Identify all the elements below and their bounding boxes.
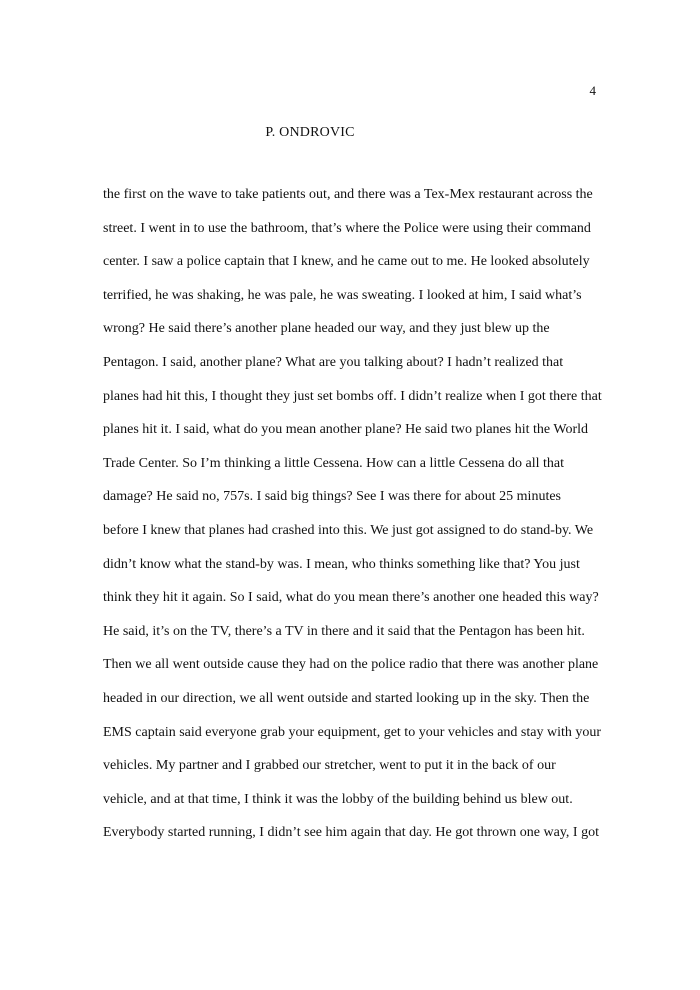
text-line: center. I saw a police captain that I knew, and he came out to me. He looked absolutely — [103, 254, 590, 270]
text-line: Trade Center. So I’m thinking a little Cessena. How can a little Cessena do all that — [103, 455, 565, 471]
text-line: vehicle, and at that time, I think it was the lobby of the building behind us blew out. — [103, 791, 573, 807]
text-line: wrong? He said there’s another plane headed our way, and they just blew up the — [103, 321, 550, 337]
text-line: Pentagon. I said, another plane? What are you talking about? I hadn’t realized that — [103, 354, 564, 370]
text-line: street. I went in to use the bathroom, that’s where the Police were using their command — [103, 220, 591, 236]
text-line: EMS captain said everyone grab your equipment, get to your vehicles and stay with your — [103, 724, 602, 740]
text-line: headed in our direction, we all went outside and started looking up in the sky. Then the — [103, 690, 590, 706]
text-line: before I knew that planes had crashed into this. We just got assigned to do stand-by. We — [103, 522, 594, 538]
text-line: terrified, he was shaking, he was pale, he was sweating. I looked at him, I said what’s — [103, 287, 582, 303]
page-number: 4 — [589, 83, 596, 98]
text-line: planes hit it. I said, what do you mean another plane? He said two planes hit the World — [103, 422, 588, 438]
text-line: vehicles. My partner and I grabbed our stretcher, went to put it in the back of our — [103, 758, 556, 774]
text-line: the first on the wave to take patients out, and there was a Tex-Mex restaurant across the — [103, 187, 593, 202]
transcript-body — [103, 185, 623, 857]
text-line: think they hit it again. So I said, what do you mean there’s another one headed this way? — [103, 590, 599, 606]
text-line: He said, it’s on the TV, there’s a TV in there and it said that the Pentagon has been hit. — [103, 623, 585, 639]
text-line: Then we all went outside cause they had on the police radio that there was another plane — [103, 657, 599, 673]
page-header: P. ONDROVIC — [265, 125, 355, 140]
text-line: planes had hit this, I thought they just set bombs off. I didn’t realize when I got there that — [103, 388, 602, 404]
text-line: Everybody started running, I didn’t see him again that day. He got thrown one way, I got — [103, 825, 599, 841]
text-line: damage? He said no, 757s. I said big things? See I was there for about 25 minutes — [103, 489, 562, 505]
text-line: didn’t know what the stand-by was. I mean, who thinks something like that? You just — [103, 556, 580, 572]
